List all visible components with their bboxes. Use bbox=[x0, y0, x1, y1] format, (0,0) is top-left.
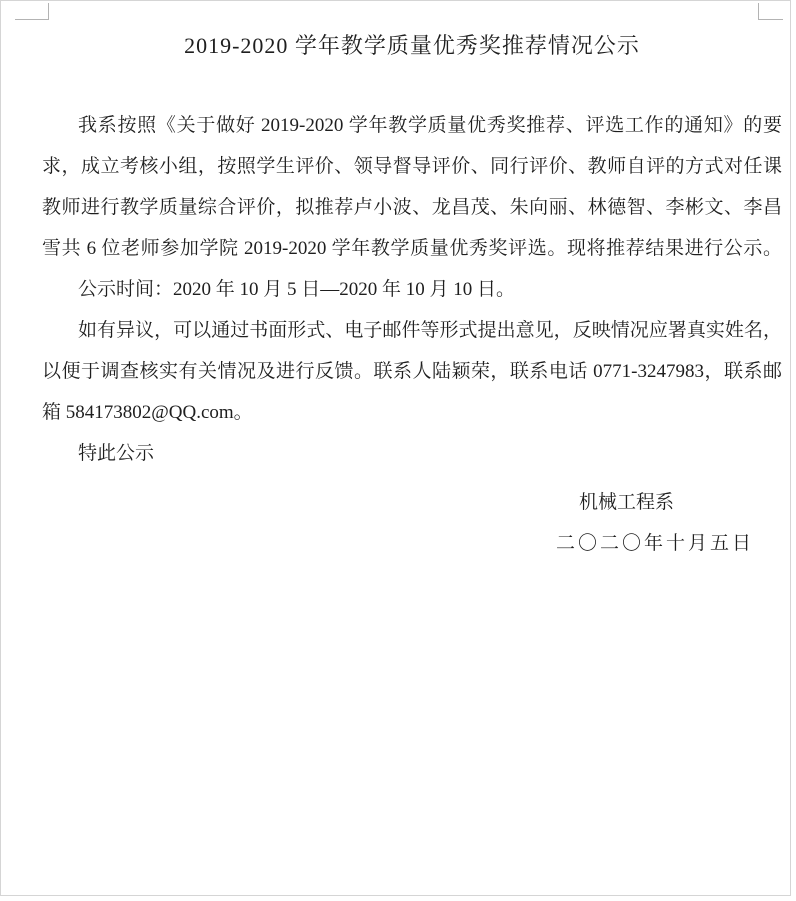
intro-paragraph-line-1: 我系按照《关于做好 2019-2020 学年教学质量优秀奖推荐、评选工作的通知》的要 bbox=[78, 115, 782, 136]
signature-date: 二〇二〇年十月五日 bbox=[555, 533, 754, 554]
intro-paragraph-line-2: 求，成立考核小组，按照学生评价、领导督导评价、同行评价、教师自评的方式对任课 bbox=[42, 156, 782, 177]
intro-paragraph-line-4: 雪共 6 位老师参加学院 2019-2020 学年教学质量优秀奖评选。现将推荐结果进行公示。 bbox=[42, 238, 782, 259]
objection-paragraph-line-2: 以便于调查核实有关情况及进行反馈。联系人陆颖荣，联系电话 0771-3247983，联系邮 bbox=[42, 361, 782, 382]
document-content bbox=[42, 1, 782, 564]
intro-paragraph-line-3: 教师进行教学质量综合评价，拟推荐卢小波、龙昌茂、朱向丽、林德智、李彬文、李昌 bbox=[42, 197, 782, 218]
objection-paragraph-line-1: 如有异议，可以通过书面形式、电子邮件等形式提出意见，反映情况应署真实姓名， bbox=[78, 320, 782, 341]
closing-line: 特此公示 bbox=[78, 443, 155, 464]
signature-block bbox=[42, 482, 782, 564]
document-title: 2019-2020 学年教学质量优秀奖推荐情况公示 bbox=[184, 33, 640, 58]
objection-paragraph-line-3: 箱 584173802@QQ.com。 bbox=[42, 402, 253, 423]
document-body bbox=[42, 105, 782, 474]
signature-org: 机械工程系 bbox=[578, 492, 674, 513]
publicity-period-line: 公示时间：2020 年 10 月 5 日—2020 年 10 月 10 日。 bbox=[78, 279, 516, 300]
